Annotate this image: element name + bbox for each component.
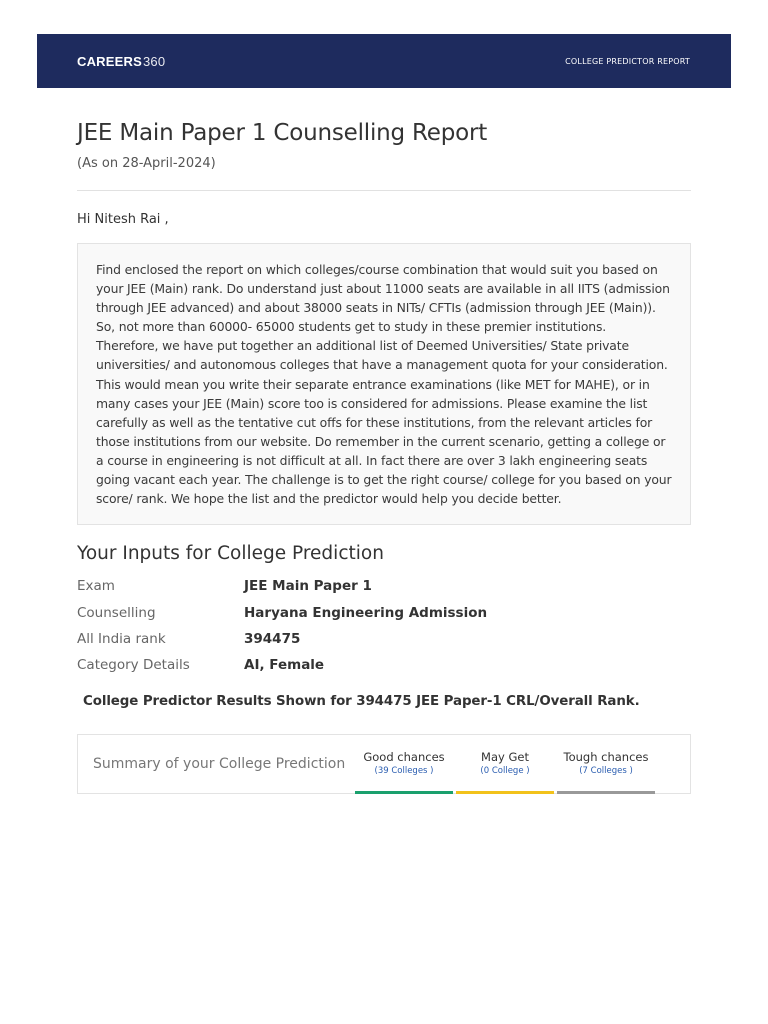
input-value: Haryana Engineering Admission [244,604,488,621]
input-row-category [77,652,691,678]
tab-count: (7 Colleges ) [579,766,633,777]
tab-good-chances[interactable] [355,749,453,794]
input-value: JEE Main Paper 1 [244,578,372,595]
input-label: Category Details [77,657,190,674]
tab-title: May Get [481,750,529,765]
intro-text-box [77,243,691,525]
page-title: JEE Main Paper 1 Counselling Report [77,120,488,146]
logo-number: 360 [142,53,166,69]
input-row-exam [77,573,691,599]
tab-indicator-bar [557,791,655,794]
summary-label: Summary of your College Prediction [93,756,346,773]
input-row-counselling [77,600,691,626]
tab-title: Good chances [363,750,445,765]
input-row-rank [77,626,691,652]
input-label: Exam [77,578,115,595]
report-content [77,116,691,794]
report-type-label: COLLEGE PREDICTOR REPORT [565,56,690,66]
divider [77,190,691,191]
results-note: College Predictor Results Shown for 394475 JEE Paper-1 CRL/Overall Rank. [83,694,640,710]
careers360-logo[interactable] [77,54,165,69]
greeting: Hi Nitesh Rai , [77,212,169,227]
intro-paragraph: Find enclosed the report on which colleges/course combination that would suit you based on your JEE (Main) rank. Do understand just about 11000 seats are available in all IITS (admission through JEE advanced) and about 38000 seats in NITs/ CFTIs (admission through JEE (Main)). So, not more than 60000- 65000 students get to study in these premier institutions. Therefore, we have put together an additional list of Deemed Universities/ State private universities/ and autonomous colleges that have a management quota for your consideration. This would mean you write their separate entrance examinations (like MET for MAHE), or in many cases your JEE (Main) score too is considered for admissions. Please examine the list carefully as well as the tentative cut offs for these institutions, from the relevant articles for those institutions from our website. Do remember in the current scenario, getting a college or a course in engineering is not difficult at all. In fact there are over 3 lakh engineering seats going vacant each year. The challenge is to get the right course/ college for you based on your score/ rank. We hope the list and the predictor would help you decide better. [96,262,672,507]
input-label: Counselling [77,604,156,621]
tab-count: (39 Colleges ) [374,766,434,777]
tab-count: (0 College ) [480,766,530,777]
inputs-section-title: Your Inputs for College Prediction [77,543,384,565]
report-header [37,34,731,88]
input-label: All India rank [77,630,166,647]
report-date: (As on 28-April-2024) [77,156,216,171]
tab-indicator-bar [456,791,554,794]
tab-tough-chances[interactable] [557,749,655,794]
logo-text: CAREERS [77,53,142,69]
tab-indicator-bar [355,791,453,794]
inputs-table [77,573,691,678]
input-value: AI, Female [244,657,325,674]
prediction-summary [77,734,691,794]
input-value: 394475 [244,630,301,647]
tab-title: Tough chances [563,750,649,765]
tab-may-get[interactable] [456,749,554,794]
